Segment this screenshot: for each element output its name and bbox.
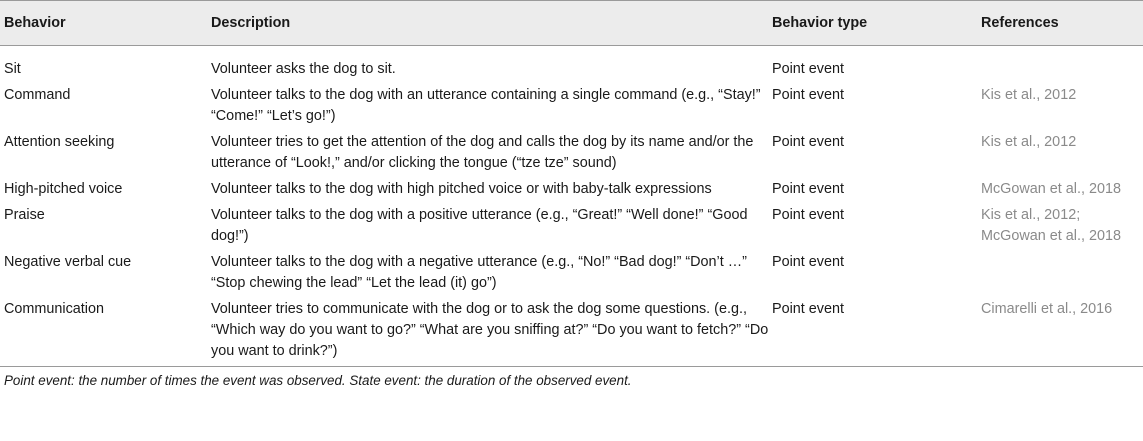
- cell-type: Point event: [772, 254, 845, 270]
- table-row: [0, 297, 1143, 366]
- cell-description: Volunteer talks to the dog with a negative utterance (e.g., “No!” “Bad dog!” “Don’t …” “Stop chewing the lead” “Let the lead (it) go”): [211, 254, 747, 291]
- header-references: References: [981, 1, 1143, 46]
- table-row: [0, 177, 1143, 203]
- cell-references: Kis et al., 2012: [981, 134, 1077, 150]
- cell-type: Point event: [772, 61, 845, 77]
- cell-references: [981, 46, 1143, 84]
- table-header-row: [0, 1, 1143, 46]
- cell-type: Point event: [772, 87, 845, 103]
- cell-description: Volunteer asks the dog to sit.: [211, 61, 396, 77]
- cell-description: Volunteer talks to the dog with an utterance containing a single command (e.g., “Stay!” “Come!” “Let’s go!”): [211, 87, 761, 124]
- cell-description: Volunteer tries to communicate with the dog or to ask the dog some questions. (e.g., “Which way do you want to go?” “What are you sniffing at?” “Do you want to fetch?” “Do you want to drink?”): [211, 301, 769, 359]
- cell-behavior: Praise: [4, 207, 45, 223]
- cell-type: Point event: [772, 134, 845, 150]
- table-row: [0, 203, 1143, 250]
- header-behavior-type: Behavior type: [772, 1, 981, 46]
- header-behavior: Behavior: [0, 1, 211, 46]
- cell-type: Point event: [772, 301, 845, 317]
- cell-behavior: Command: [4, 87, 71, 103]
- cell-behavior: High-pitched voice: [4, 181, 123, 197]
- table-footnote: Point event: the number of times the event was observed. State event: the duration of the observed event.: [4, 373, 632, 388]
- cell-behavior: Sit: [4, 61, 21, 77]
- cell-description: Volunteer tries to get the attention of the dog and calls the dog by its name and/or the utterance of “Look!,” and/or clicking the tongue (“tze tze” sound): [211, 134, 754, 171]
- table-row: [0, 250, 1143, 297]
- cell-type: Point event: [772, 181, 845, 197]
- cell-behavior: Communication: [4, 301, 104, 317]
- cell-references: Kis et al., 2012: [981, 87, 1077, 103]
- cell-behavior: Negative verbal cue: [4, 254, 132, 270]
- header-description: Description: [211, 1, 772, 46]
- cell-behavior: Attention seeking: [4, 134, 115, 150]
- cell-type: Point event: [772, 207, 845, 223]
- cell-description: Volunteer talks to the dog with high pitched voice or with baby-talk expressions: [211, 181, 712, 197]
- table-row: [0, 83, 1143, 130]
- table-row: [0, 46, 1143, 84]
- cell-references: McGowan et al., 2018: [981, 181, 1121, 197]
- cell-description: Volunteer talks to the dog with a positive utterance (e.g., “Great!” “Well done!” “Good dog!”): [211, 207, 748, 244]
- table-row: [0, 130, 1143, 177]
- cell-references: [981, 250, 1143, 297]
- cell-references: Kis et al., 2012; McGowan et al., 2018: [981, 207, 1121, 244]
- cell-references: Cimarelli et al., 2016: [981, 301, 1113, 317]
